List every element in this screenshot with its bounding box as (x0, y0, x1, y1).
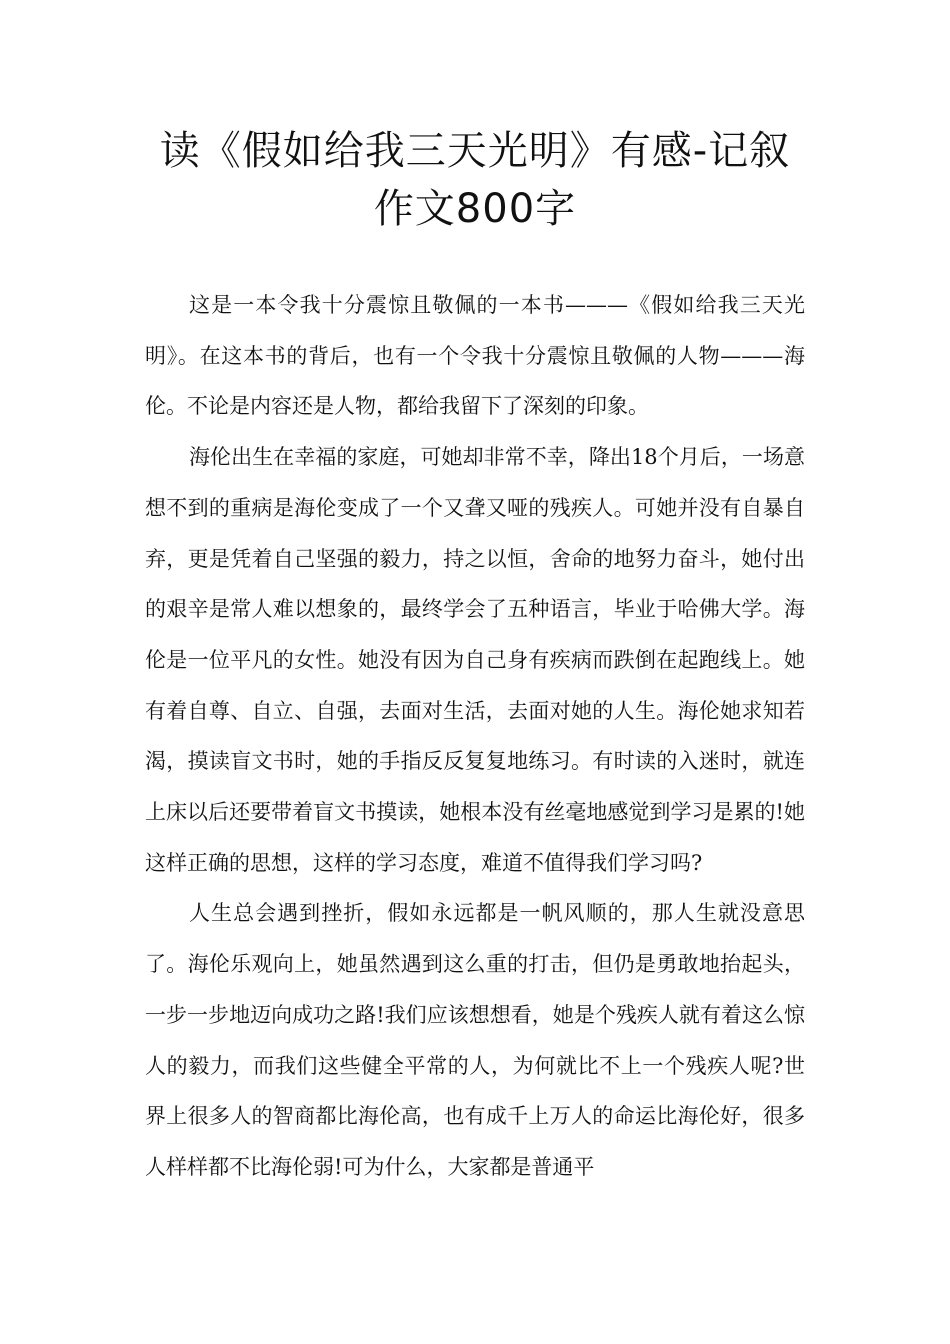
paragraph-3: 人生总会遇到挫折，假如永远都是一帆风顺的，那人生就没意思了。海伦乐观向上，她虽然遇到这么重的打击，但仍是勇敢地抬起头，一步一步地迈向成功之路!我们应该想想看，她是个残疾人就有着这么惊人的毅力，而我们这些健全平常的人，为何就比不上一个残疾人呢?世界上很多人的智商都比海伦高，也有成千上万人的命运比海伦好，很多人样样都不比海伦弱!可为什么，大家都是普通平 (145, 901, 805, 1179)
document-title: 读《假如给我三天光明》有感-记叙作文800字 (159, 128, 791, 232)
paragraph-1: 这是一本令我十分震惊且敬佩的一本书———《假如给我三天光明》。在这本书的背后，也有一个令我十分震惊且敬佩的人物———海伦。不论是内容还是人物，都给我留下了深刻的印象。 (145, 293, 805, 419)
paragraph-2: 海伦出生在幸福的家庭，可她却非常不幸，降出18个月后，一场意想不到的重病是海伦变成了一个又聋又哑的残疾人。可她并没有自暴自弃，更是凭着自己坚强的毅力，持之以恒，舍命的地努力奋斗，她付出的艰辛是常人难以想象的，最终学会了五种语言，毕业于哈佛大学。海伦是一位平凡的女性。她没有因为自己身有疾病而跌倒在起跑线上。她有着自尊、自立、自强，去面对生活，去面对她的人生。海伦她求知若渴，摸读盲文书时，她的手指反反复复地练习。有时读的入迷时，就连上床以后还要带着盲文书摸读，她根本没有丝毫地感觉到学习是累的!她这样正确的思想，这样的学习态度，难道不值得我们学习吗? (145, 445, 805, 875)
document-body (145, 280, 805, 1193)
